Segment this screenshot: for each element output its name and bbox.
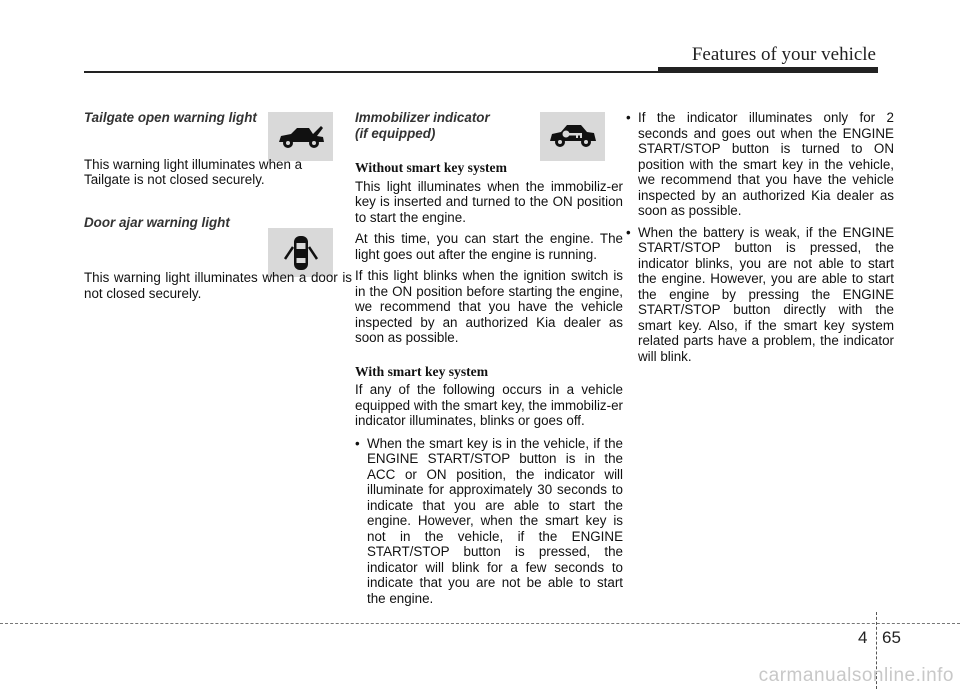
- smart-key-bullet-list-continued: [626, 110, 894, 364]
- immobilizer-heading-line2: (if equipped): [355, 125, 436, 141]
- with-smart-key-paragraph: If any of the following occurs in a vehicle equipped with the smart key, the immobiliz-er indicator illuminates, blinks or goes off.: [355, 382, 623, 428]
- tailgate-warning-text: This warning light illuminates when a Tailgate is not closed securely.: [84, 156, 303, 187]
- header-bar: [658, 67, 878, 73]
- list-item: • When the smart key is in the vehicle, if the ENGINE START/STOP button is in the ACC or ON position, the indicator will illuminate for approximately 30 seconds to indicate that you are able to start the engine. However, when the smart key is not in the vehicle, if the ENGINE START/STOP button is pressed, the indicator will blink for a few seconds to indicate that you are not be able to start the engine.: [355, 436, 623, 607]
- tailgate-warning-heading: Tailgate open warning light: [84, 110, 257, 125]
- immobilizer-heading: [355, 110, 623, 141]
- without-smart-key-paragraph-1: This light illuminates when the immobiliz-er key is inserted and turned to the ON position to start the engine.: [355, 178, 623, 225]
- watermark: carmanualsonline.info: [758, 665, 954, 686]
- footer-rule: [0, 623, 960, 624]
- list-item: • When the battery is weak, if the ENGINE START/STOP button is pressed, the indicator blinks, you are not able to start the engine. However, you are able to start the engine by pressing the ENGINE START/STOP button directly with the smart key. Also, if the smart key system related parts have a problem, the indicator will blink.: [626, 225, 894, 365]
- immobilizer-heading-line1: Immobilizer indicator: [355, 110, 490, 125]
- without-smart-key-subhead: Without smart key system: [355, 160, 507, 175]
- column-left: [84, 110, 352, 301]
- page-header-title: Features of your vehicle: [691, 44, 876, 65]
- column-right: [626, 110, 894, 364]
- header-rule: [84, 71, 658, 73]
- smart-key-bullet-list: [355, 436, 623, 607]
- page-number: 65: [882, 628, 901, 647]
- without-smart-key-paragraph-3: If this light blinks when the ignition switch is in the ON position before starting the engine, we recommend that you have the vehicle inspected by an authorized Kia dealer as soon as possible.: [355, 268, 623, 345]
- without-smart-key-paragraph-2: At this time, you can start the engine. The light goes out after the engine is running.: [355, 231, 623, 262]
- door-ajar-heading: Door ajar warning light: [84, 214, 230, 230]
- door-ajar-text: This warning light illuminates when a door is not closed securely.: [84, 270, 352, 301]
- section-number: 4: [858, 628, 868, 647]
- with-smart-key-subhead: With smart key system: [355, 363, 489, 379]
- list-item: • If the indicator illuminates only for 2 seconds and goes out when the ENGINE START/STOP button is turned to ON position with the smart key in the vehicle, we recommend that you have the vehicle inspected by an authorized Kia dealer as soon as possible.: [626, 110, 894, 219]
- column-middle: [355, 110, 623, 606]
